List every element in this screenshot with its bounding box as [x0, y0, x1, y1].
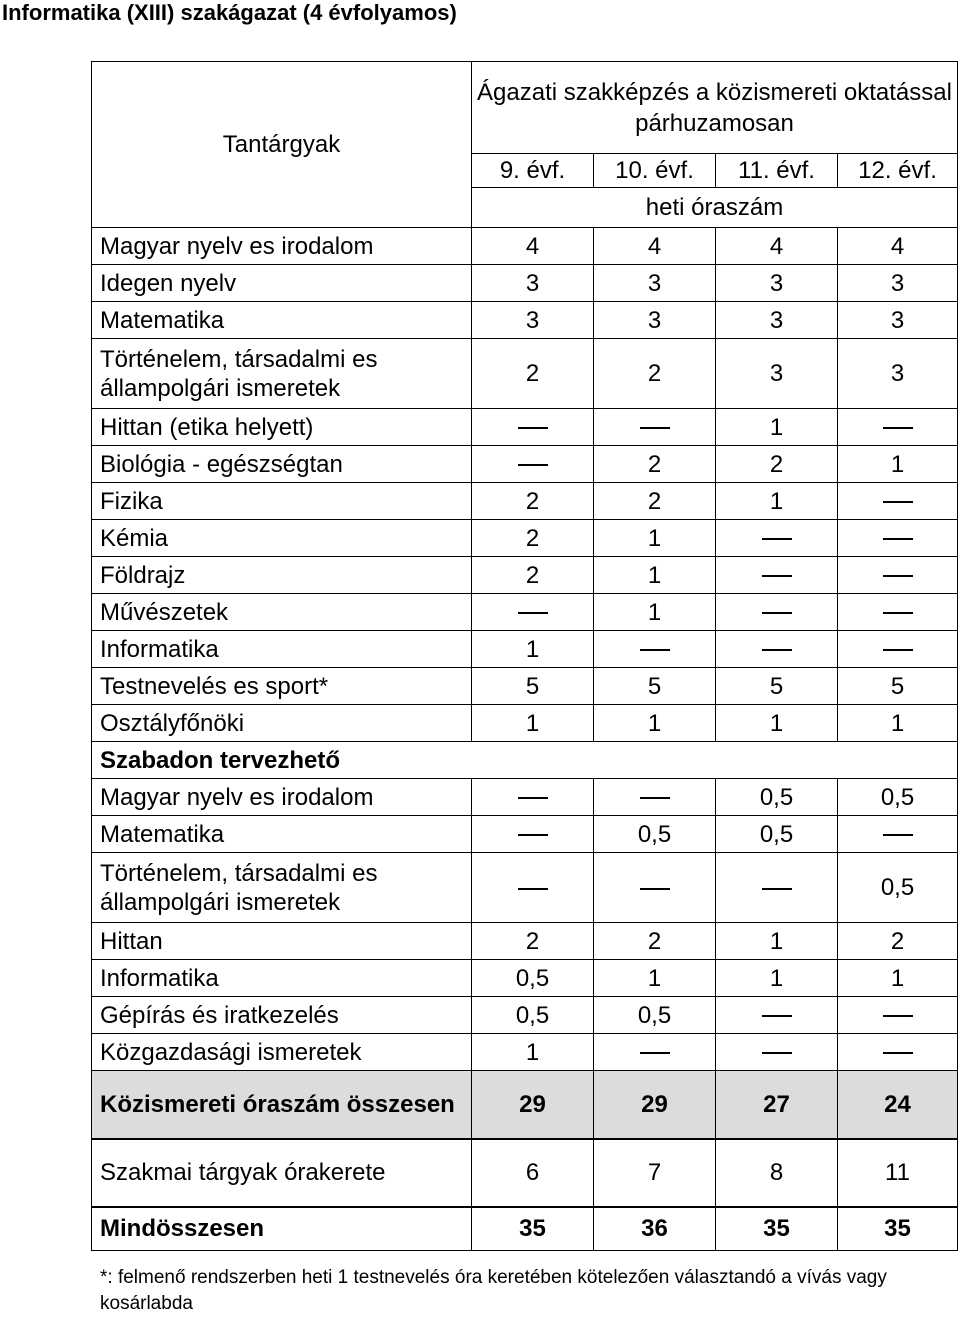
table-row — [92, 816, 958, 853]
subject-cell: Matematika — [92, 302, 472, 339]
total-row — [92, 1071, 958, 1139]
value-cell: 2 — [594, 446, 716, 483]
dash-mark — [762, 649, 792, 651]
value-cell: 5 — [716, 668, 838, 705]
value-cell: 27 — [716, 1071, 838, 1139]
value-cell: 35 — [716, 1207, 838, 1251]
value-cell: 1 — [472, 705, 594, 742]
value-cell: 1 — [594, 960, 716, 997]
value-cell — [594, 853, 716, 923]
subject-cell: Mindösszesen — [92, 1207, 472, 1251]
value-cell: 1 — [472, 631, 594, 668]
dash-mark — [518, 834, 548, 836]
dash-mark — [518, 888, 548, 890]
dash-mark — [640, 427, 670, 429]
year-header: 10. évf. — [594, 154, 716, 188]
value-cell — [716, 631, 838, 668]
dash-mark — [762, 538, 792, 540]
value-cell: 1 — [594, 594, 716, 631]
value-cell: 8 — [716, 1139, 838, 1207]
value-cell: 2 — [472, 557, 594, 594]
subject-cell: Idegen nyelv — [92, 265, 472, 302]
subject-cell: Kémia — [92, 520, 472, 557]
value-cell — [472, 853, 594, 923]
value-cell: 1 — [472, 1034, 594, 1071]
value-cell: 0,5 — [716, 816, 838, 853]
value-cell: 1 — [716, 960, 838, 997]
value-cell: 1 — [716, 409, 838, 446]
value-cell: 3 — [594, 302, 716, 339]
value-cell: 1 — [594, 557, 716, 594]
value-cell: 3 — [594, 265, 716, 302]
value-cell — [716, 557, 838, 594]
subject-cell: Művészetek — [92, 594, 472, 631]
table-row — [92, 1034, 958, 1071]
value-cell — [594, 1034, 716, 1071]
value-cell: 24 — [838, 1071, 958, 1139]
curriculum-table — [91, 61, 958, 1251]
value-cell: 2 — [838, 923, 958, 960]
table-row — [92, 960, 958, 997]
value-cell: 0,5 — [594, 816, 716, 853]
value-cell: 3 — [716, 265, 838, 302]
dash-mark — [762, 575, 792, 577]
table-row — [92, 339, 958, 409]
value-cell — [716, 520, 838, 557]
value-cell: 11 — [838, 1139, 958, 1207]
dash-mark — [883, 575, 913, 577]
value-cell: 35 — [472, 1207, 594, 1251]
subject-cell: Történelem, társadalmi es állampolgári ismeretek — [92, 853, 472, 923]
unit-header: heti óraszám — [472, 188, 958, 228]
value-cell — [838, 997, 958, 1034]
value-cell — [594, 631, 716, 668]
value-cell: 0,5 — [716, 779, 838, 816]
value-cell: 3 — [838, 302, 958, 339]
value-cell — [838, 409, 958, 446]
value-cell: 2 — [472, 520, 594, 557]
grand-total-row — [92, 1207, 958, 1251]
value-cell: 1 — [838, 446, 958, 483]
value-cell — [838, 1034, 958, 1071]
subject-cell: Matematika — [92, 816, 472, 853]
value-cell: 1 — [838, 960, 958, 997]
dash-mark — [883, 1015, 913, 1017]
value-cell — [472, 594, 594, 631]
value-cell — [838, 483, 958, 520]
subject-cell: Hittan (etika helyett) — [92, 409, 472, 446]
value-cell: 2 — [472, 923, 594, 960]
dash-mark — [518, 427, 548, 429]
subject-cell: Informatika — [92, 960, 472, 997]
dash-mark — [883, 1052, 913, 1054]
subject-cell: Testnevelés es sport* — [92, 668, 472, 705]
value-cell — [472, 779, 594, 816]
value-cell: 0,5 — [838, 853, 958, 923]
value-cell: 1 — [716, 483, 838, 520]
subject-cell: Történelem, társadalmi es állampolgári ismeretek — [92, 339, 472, 409]
subjects-header: Tantárgyak — [92, 62, 472, 228]
group-header: Ágazati szakképzés a közismereti oktatással párhuzamosan — [472, 62, 958, 154]
value-cell: 3 — [838, 339, 958, 409]
dash-mark — [640, 1052, 670, 1054]
value-cell: 7 — [594, 1139, 716, 1207]
table-row — [92, 302, 958, 339]
dash-mark — [762, 612, 792, 614]
value-cell — [838, 816, 958, 853]
table-row — [92, 594, 958, 631]
value-cell: 4 — [716, 228, 838, 265]
year-header: 12. évf. — [838, 154, 958, 188]
table-row — [92, 446, 958, 483]
subject-cell: Földrajz — [92, 557, 472, 594]
value-cell: 6 — [472, 1139, 594, 1207]
dash-mark — [883, 649, 913, 651]
value-cell: 4 — [838, 228, 958, 265]
dash-mark — [518, 797, 548, 799]
subject-cell: Hittan — [92, 923, 472, 960]
table-row — [92, 557, 958, 594]
subject-cell: Magyar nyelv es irodalom — [92, 779, 472, 816]
subject-cell: Szakmai tárgyak órakerete — [92, 1139, 472, 1207]
subject-cell: Magyar nyelv es irodalom — [92, 228, 472, 265]
value-cell — [472, 446, 594, 483]
subject-cell: Közgazdasági ismeretek — [92, 1034, 472, 1071]
dash-mark — [518, 612, 548, 614]
value-cell: 29 — [594, 1071, 716, 1139]
value-cell: 3 — [838, 265, 958, 302]
dash-mark — [883, 501, 913, 503]
subject-cell: Fizika — [92, 483, 472, 520]
value-cell: 3 — [716, 302, 838, 339]
section-label: Szabadon tervezhető — [92, 742, 958, 779]
table-row — [92, 228, 958, 265]
value-cell: 0,5 — [594, 997, 716, 1034]
dash-mark — [640, 649, 670, 651]
value-cell: 3 — [716, 339, 838, 409]
table-row — [92, 520, 958, 557]
value-cell — [838, 557, 958, 594]
value-cell: 3 — [472, 265, 594, 302]
table-row — [92, 923, 958, 960]
value-cell: 29 — [472, 1071, 594, 1139]
subject-cell: Gépírás és iratkezelés — [92, 997, 472, 1034]
dash-mark — [883, 538, 913, 540]
value-cell: 2 — [594, 923, 716, 960]
value-cell — [838, 594, 958, 631]
dash-mark — [762, 1052, 792, 1054]
dash-mark — [640, 797, 670, 799]
table-row — [92, 705, 958, 742]
dash-mark — [640, 888, 670, 890]
value-cell: 35 — [838, 1207, 958, 1251]
subject-cell: Biológia - egészségtan — [92, 446, 472, 483]
table-row — [92, 483, 958, 520]
value-cell: 5 — [838, 668, 958, 705]
subject-cell: Közismereti óraszám összesen — [92, 1071, 472, 1139]
value-cell — [838, 631, 958, 668]
dash-mark — [518, 464, 548, 466]
table-row — [92, 265, 958, 302]
value-cell — [716, 594, 838, 631]
value-cell: 2 — [472, 339, 594, 409]
dash-mark — [762, 1015, 792, 1017]
value-cell: 4 — [472, 228, 594, 265]
page-title: Informatika (XIII) szakágazat (4 évfolyamos) — [2, 0, 457, 25]
value-cell — [716, 1034, 838, 1071]
value-cell: 4 — [594, 228, 716, 265]
section-row — [92, 742, 958, 779]
table-row — [92, 997, 958, 1034]
vocational-row — [92, 1139, 958, 1207]
table-row — [92, 409, 958, 446]
table-row — [92, 631, 958, 668]
value-cell: 0,5 — [472, 997, 594, 1034]
value-cell: 2 — [594, 339, 716, 409]
dash-mark — [883, 427, 913, 429]
dash-mark — [883, 612, 913, 614]
value-cell — [472, 816, 594, 853]
value-cell: 3 — [472, 302, 594, 339]
value-cell: 1 — [716, 705, 838, 742]
value-cell: 1 — [594, 520, 716, 557]
footnote: *: felmenő rendszerben heti 1 testnevelés óra keretében kötelezően választandó a vívás vagy kosárlabda — [100, 1267, 887, 1314]
value-cell — [594, 409, 716, 446]
value-cell: 1 — [838, 705, 958, 742]
value-cell: 5 — [594, 668, 716, 705]
value-cell: 1 — [594, 705, 716, 742]
dash-mark — [883, 834, 913, 836]
dash-mark — [762, 888, 792, 890]
table-row — [92, 853, 958, 923]
value-cell — [594, 779, 716, 816]
value-cell: 5 — [472, 668, 594, 705]
subject-cell: Osztályfőnöki — [92, 705, 472, 742]
table-row — [92, 779, 958, 816]
value-cell: 2 — [716, 446, 838, 483]
value-cell — [716, 853, 838, 923]
subject-cell: Informatika — [92, 631, 472, 668]
value-cell: 0,5 — [472, 960, 594, 997]
value-cell: 2 — [594, 483, 716, 520]
value-cell: 1 — [716, 923, 838, 960]
year-header: 11. évf. — [716, 154, 838, 188]
value-cell — [716, 997, 838, 1034]
value-cell: 2 — [472, 483, 594, 520]
value-cell: 36 — [594, 1207, 716, 1251]
value-cell — [472, 409, 594, 446]
table-row — [92, 668, 958, 705]
year-header: 9. évf. — [472, 154, 594, 188]
value-cell: 0,5 — [838, 779, 958, 816]
value-cell — [838, 520, 958, 557]
